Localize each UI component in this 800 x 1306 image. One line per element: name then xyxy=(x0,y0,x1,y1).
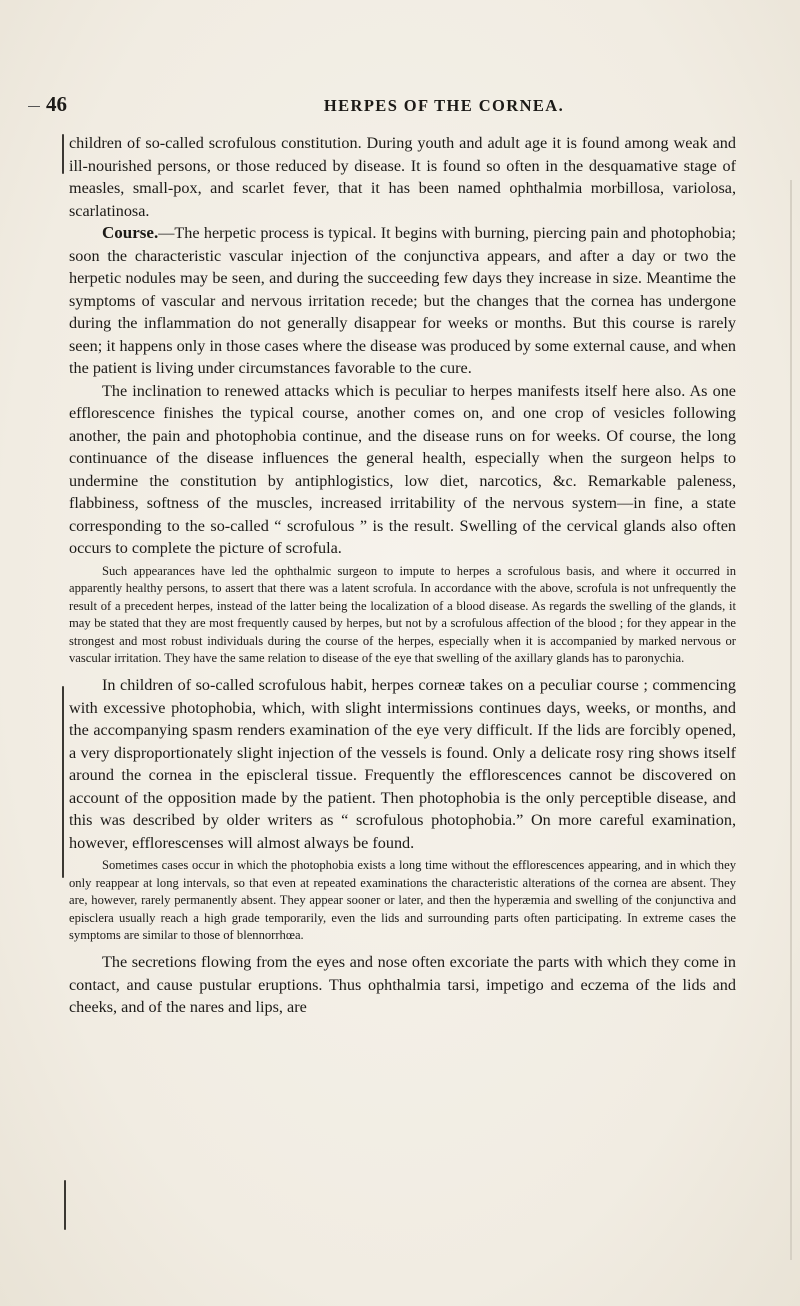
run-in-heading: Course. xyxy=(102,223,159,242)
margin-mark-top xyxy=(62,134,64,174)
page-edge-shadow xyxy=(790,180,792,1260)
body-text xyxy=(69,132,736,1019)
margin-mark-bottom xyxy=(64,1180,66,1230)
paragraph-course-text: —The herpetic process is typical. It begins with burning, piercing pain and photophobia; soon the characteristic vascular injection of the conjunctiva appears, and after a day or two the herpetic nodules may be seen, and during the succeeding few days they increase in size. Meantime the symptoms of vascular and nervous irritation recede; but the changes that the cornea has undergone during the inflammation do not generally disappear for weeks or months. But this course is rarely seen; it happens only in those cases where the disease was produced by some external cause, and when the patient is living under circumstances favorable to the cure. xyxy=(69,224,736,377)
note-photophobia-cases: Sometimes cases occur in which the photophobia exists a long time without the efflorescences appearing, and in which they only reappear at long intervals, so that even at repeated examinations the characteristic alterations of the cornea are absent. They are, however, rarely permanently absent. They appear sooner or later, and then the hyperæmia and swelling of the conjunctiva and episclera usually reach a high grade temporarily, even the lids and surrounding parts often participating. In extreme cases the symptoms are similar to those of blennorrhœa. xyxy=(69,858,736,943)
running-title: HERPES OF THE CORNEA. xyxy=(323,96,565,115)
paragraph-opening: children of so-called scrofulous constitution. During youth and adult age it is found among weak and ill-nourished persons, or those reduced by disease. It is found so often in the desquamative stage of measles, small-pox, and scarlet fever, that it has been named ophthalmia morbillosa, variolosa, scarlatinosa. xyxy=(69,134,736,220)
note-scrofulous-basis: Such appearances have led the ophthalmic surgeon to impute to herpes a scrofulous basis, and where it occurred in apparently healthy persons, to assert that there was a latent scrofula. In accordance with the above, scrofula is not unfrequently the result of a precedent herpes, instead of the latter being the localization of a blood disease. As regards the swelling of the glands, it may be stated that they are most frequently caused by herpes, but not by a scrofulous affection of the blood ; for they appear in the strongest and most robust individuals during the course of the herpes, especially when it is accompanied by marked nervous or vascular irritation. They have the same relation to disease of the eye that swelling of the axillary glands has to paronychia. xyxy=(69,563,736,666)
paragraph-secretions: The secretions flowing from the eyes and nose often excoriate the parts with which they come in contact, and cause pustular eruptions. Thus ophthalmia tarsi, impetigo and eczema of the lids and cheeks, and of the nares and lips, are xyxy=(69,953,736,1017)
margin-mark-middle xyxy=(62,686,64,878)
page-number: 46 xyxy=(46,92,67,116)
header-dash xyxy=(28,106,40,107)
page-header xyxy=(28,94,740,120)
paragraph-course xyxy=(69,222,736,380)
paragraph-renewed-attacks: The inclination to renewed attacks which is peculiar to herpes manifests itself here also. As one efflorescence finishes the typical course, another comes on, and one crop of vesicles following another, the pain and photophobia continue, and the disease runs on for weeks. Of course, the long continuance of the disease influences the general health, especially when the surgeon helps to undermine the constitution by antiphlogistics, low diet, narcotics, &c. Remarkable paleness, flabbiness, softness of the muscles, increased irritability of the nervous system—in fine, a state corresponding to the so-called “ scrofulous ” is the result. Swelling of the cervical glands also often occurs to complete the picture of scrofula. xyxy=(69,381,736,557)
paragraph-scrofulous-habit: In children of so-called scrofulous habit, herpes corneæ takes on a peculiar course ; commencing with excessive photophobia, which, with slight intermissions continues days, weeks, or months, and the accompanying spasm renders examination of the eye very difficult. If the lids are forcibly opened, a very disproportionately slight injection of the vessels is found. Only a delicate rosy ring shows itself around the cornea in the episcleral tissue. Frequently the efflorescences cannot be discovered on account of the opposition made by the patient. Then photophobia is the only perceptible disease, and this was described by older writers as “ scrofulous photophobia.” On more careful examination, however, efflorescenses will almost always be found. xyxy=(69,676,736,852)
